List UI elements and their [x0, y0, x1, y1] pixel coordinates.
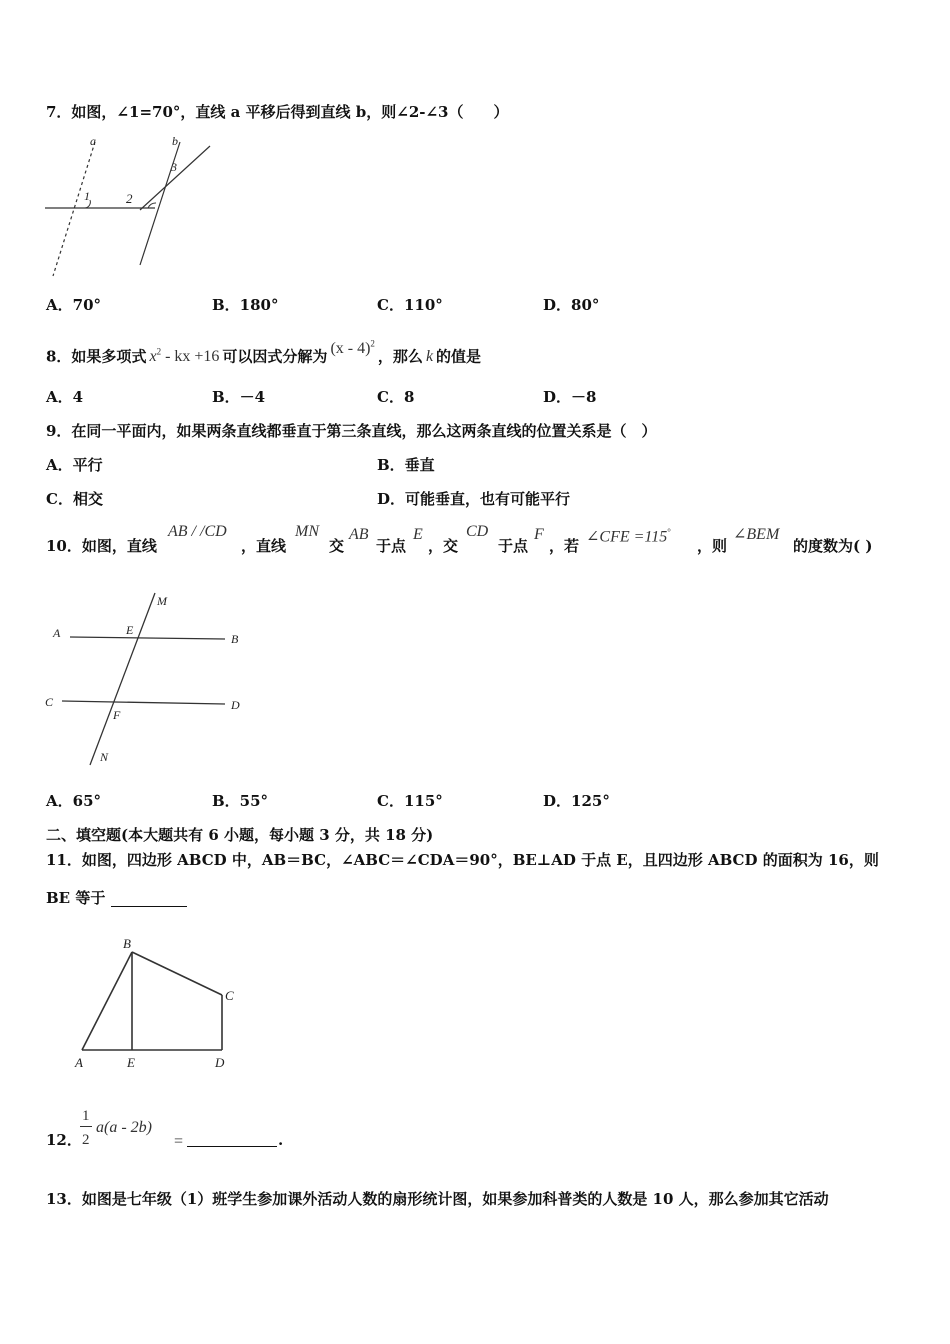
- q7-label-1: 1: [84, 189, 90, 203]
- q10-option-b: B．55°: [212, 792, 269, 810]
- q8-option-d: D．－8: [543, 388, 597, 406]
- q7-option-b: B．180°: [212, 296, 279, 314]
- q12-expression: a(a - 2b): [96, 1119, 152, 1136]
- q10-math-abcd: AB / /CD: [168, 523, 227, 540]
- q8-poly-rest: - kx +16: [161, 348, 220, 366]
- q7-stem: 7．如图，∠1=70°，直线 a 平移后得到直线 b，则∠2-∠3（ ）: [46, 103, 509, 121]
- q11-stem-line1: 11．如图，四边形 ABCD 中，AB＝BC，∠ABC＝∠CDA＝90°，BE⊥AD 于点 E，且四边形 ABCD 的面积为 16，则: [46, 851, 879, 869]
- q12-numerator: 1: [82, 1108, 90, 1124]
- q10-label-c: C: [45, 695, 54, 709]
- q9-option-b: B．垂直: [377, 456, 435, 474]
- q8-suffix: ，那么: [377, 347, 423, 366]
- q9-option-a: A．平行: [46, 456, 103, 474]
- q7-option-d: D．80°: [543, 296, 600, 314]
- q12-period: .: [278, 1131, 284, 1149]
- q8-middle: 可以因式分解为: [222, 347, 328, 366]
- q11-label-b: B: [123, 936, 131, 951]
- q10-label-m: M: [157, 594, 167, 608]
- q8-end: 的值是: [436, 347, 482, 366]
- q7-figure: [40, 130, 220, 280]
- q7-label-2: 2: [126, 191, 133, 206]
- q10-option-a: A．65°: [46, 792, 102, 810]
- q11-figure: [70, 930, 250, 1075]
- q10-part4: 于点: [376, 537, 407, 555]
- q13-stem: 13．如图是七年级（1）班学生参加课外活动人数的扇形统计图，如果参加科普类的人数是 10 人，那么参加其它活动: [46, 1190, 829, 1208]
- q11-label-c: C: [225, 988, 234, 1003]
- q8-polynomial: [149, 348, 219, 365]
- q11-stem-line2: [46, 889, 187, 907]
- q7-label-3: 3: [171, 160, 177, 174]
- q11-label-a: A: [75, 1055, 83, 1070]
- q7-label-b: b: [172, 134, 178, 148]
- q10-part5: ，交: [428, 537, 459, 555]
- section2-title: 二、填空题(本大题共有 6 小题，每小题 3 分，共 18 分): [46, 826, 434, 844]
- q11-line2-text: BE 等于: [46, 889, 106, 907]
- q10-label-n: N: [100, 750, 109, 764]
- q10-math-mn: MN: [295, 523, 319, 540]
- q12-answer-blank[interactable]: [187, 1130, 277, 1147]
- q10-part8: ，则: [697, 537, 728, 555]
- q8-factor: [330, 340, 374, 357]
- q12-label: 12．: [46, 1131, 82, 1149]
- q10-angle-cfe-value: ∠CFE =115: [586, 528, 668, 546]
- q10-label-d: D: [231, 698, 240, 712]
- q10-math-e: E: [413, 526, 423, 543]
- q10-figure: [40, 585, 260, 775]
- q7-option-a: A．70°: [46, 296, 102, 314]
- q11-answer-blank[interactable]: [111, 906, 187, 907]
- q7-option-c: C．110°: [377, 296, 443, 314]
- q8-stem: [46, 339, 482, 366]
- q10-math-cd: CD: [466, 523, 489, 540]
- q10-angle-cfe-deg: °: [667, 527, 671, 537]
- q9-option-d: D．可能垂直，也有可能平行: [377, 490, 571, 508]
- q10-part3: 交: [329, 537, 345, 555]
- q10-math-ab: AB: [349, 526, 369, 543]
- q10-part6: 于点: [498, 537, 529, 555]
- q8-option-b: B．－4: [212, 388, 266, 406]
- q8-option-c: C．8: [377, 388, 415, 406]
- q8-poly-x: x: [149, 348, 157, 366]
- q8-poly-exp: 2: [156, 347, 162, 357]
- q10-part1: 10．如图，直线: [46, 537, 157, 555]
- q8-option-a: A．4: [46, 388, 84, 406]
- q10-math-angle-cfe: [586, 523, 671, 546]
- q12-denominator: 2: [82, 1132, 90, 1148]
- q10-option-d: D．125°: [543, 792, 610, 810]
- q10-label-b: B: [231, 632, 239, 646]
- q12-fraction-bar: [80, 1126, 92, 1127]
- q10-option-c: C．115°: [377, 792, 443, 810]
- q8-prefix: 8．如果多项式: [46, 347, 147, 366]
- q8-factor-body: (x - 4): [330, 340, 371, 358]
- q10-label-e: E: [126, 623, 134, 637]
- q10-part2: ，直线: [241, 537, 287, 555]
- q10-part9: 的度数为( ): [793, 537, 873, 555]
- q12-equals: =: [174, 1133, 184, 1150]
- q7-label-a: a: [90, 134, 96, 148]
- q10-math-angle-bem: ∠BEM: [733, 526, 780, 543]
- q9-option-c: C．相交: [46, 490, 103, 508]
- q8-factor-exp: 2: [370, 339, 375, 349]
- q9-stem: 9．在同一平面内，如果两条直线都垂直于第三条直线，那么这两条直线的位置关系是（ ）: [46, 422, 657, 440]
- q10-label-a: A: [53, 626, 61, 640]
- q10-part7: ，若: [549, 537, 580, 555]
- q8-k: k: [425, 348, 434, 366]
- q11-label-e: E: [127, 1055, 135, 1070]
- q11-label-d: D: [215, 1055, 225, 1070]
- q10-label-f: F: [113, 708, 121, 722]
- q10-math-f: F: [534, 526, 544, 543]
